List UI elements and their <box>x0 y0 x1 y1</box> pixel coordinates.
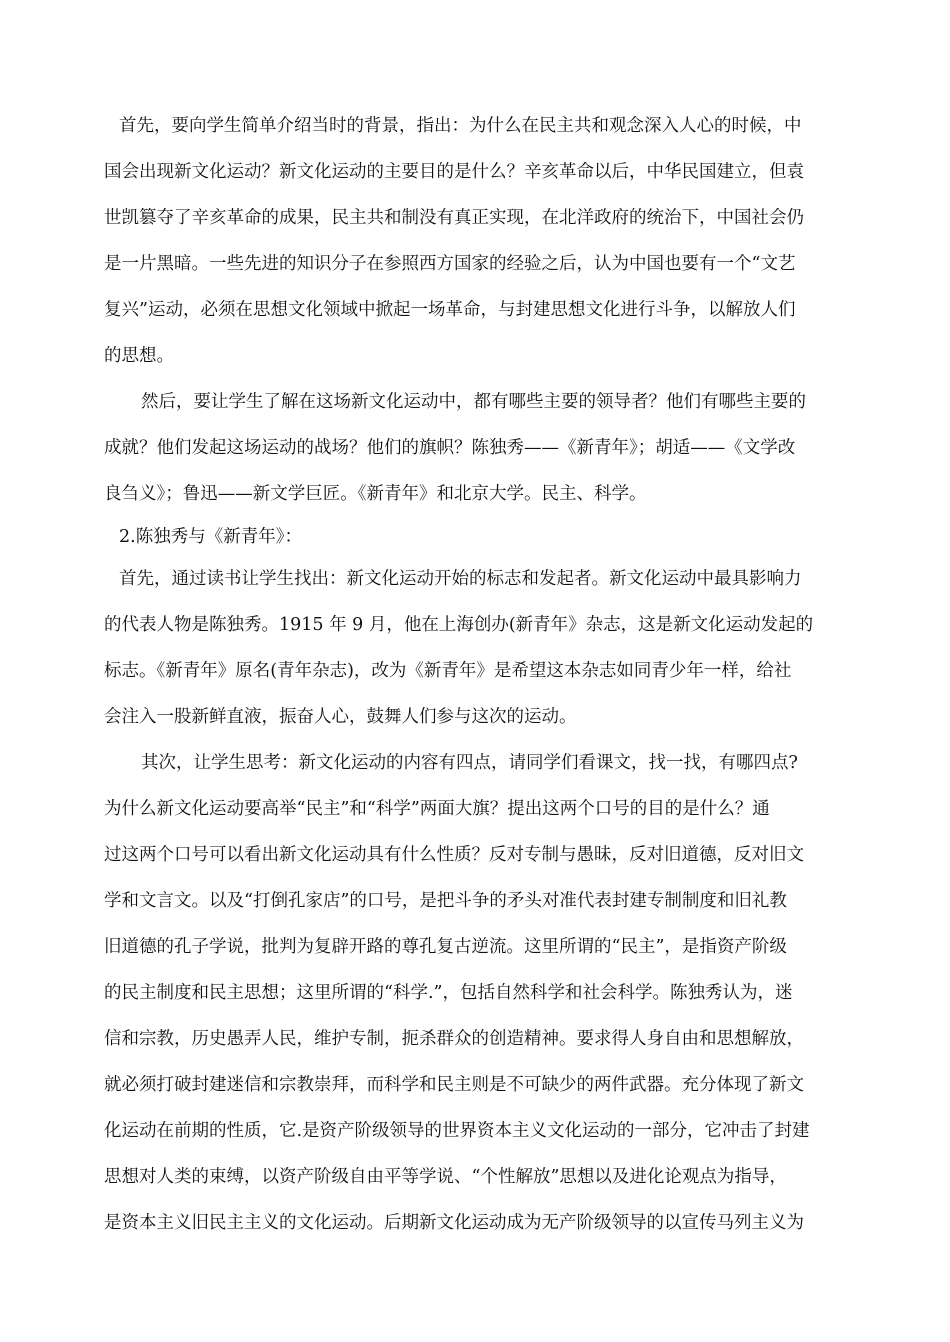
paragraph-line: 世凯篡夺了辛亥革命的成果，民主共和制没有真正实现，在北洋政府的统治下，中国社会仍 <box>104 208 804 228</box>
paragraph-line: 成就？他们发起这场运动的战场？他们的旗帜？陈独秀——《新青年》；胡适——《文学改 <box>104 438 796 458</box>
paragraph-line: 首先，要向学生简单介绍当时的背景，指出：为什么在民主共和观念深入人心的时候，中 <box>119 116 802 136</box>
paragraph-line: 过这两个口号可以看出新文化运动具有什么性质？反对专制与愚昧，反对旧道德，反对旧文 <box>104 845 804 865</box>
paragraph-line: 标志。《新青年》原名(青年杂志)，改为《新青年》是希望这本杂志如同青少年一样，给社 <box>104 661 792 681</box>
paragraph-line: 良刍义》；鲁迅——新文学巨匠。《新青年》和北京大学。民主、科学。 <box>104 484 647 504</box>
paragraph-line: 的思想。 <box>104 346 174 366</box>
section-heading: 2.陈独秀与《新青年》： <box>119 527 302 547</box>
paragraph-line: 化运动在前期的性质，它.是资产阶级领导的世界资本主义文化运动的一部分，它冲击了封建 <box>104 1121 810 1141</box>
paragraph-line: 思想对人类的束缚，以资产阶级自由平等学说、“个性解放”思想以及进化论观点为指导， <box>104 1167 787 1187</box>
paragraph-line: 复兴”运动，必须在思想文化领域中掀起一场革命，与封建思想文化进行斗争，以解放人们 <box>104 300 796 320</box>
paragraph-line: 的民主制度和民主思想；这里所谓的“科学.”，包括自然科学和社会科学。陈独秀认为，迷 <box>104 983 793 1003</box>
paragraph-line: 然后，要让学生了解在这场新文化运动中，都有哪些主要的领导者？他们有哪些主要的 <box>141 392 806 412</box>
paragraph-line: 国会出现新文化运动？新文化运动的主要目的是什么？辛亥革命以后，中华民国建立，但袁 <box>104 162 804 182</box>
paragraph-line: 为什么新文化运动要高举“民主”和“科学”两面大旗？提出这两个口号的目的是什么？通 <box>104 799 770 819</box>
paragraph-line: 是资本主义旧民主主义的文化运动。后期新文化运动成为无产阶级领导的以宣传马列主义为 <box>104 1213 804 1233</box>
paragraph-line: 首先，通过读书让学生找出：新文化运动开始的标志和发起者。新文化运动中最具影响力 <box>119 569 802 589</box>
paragraph-line: 学和文言文。以及“打倒孔家店”的口号，是把斗争的矛头对准代表封建专制制度和旧礼教 <box>104 891 787 911</box>
paragraph-line: 的代表人物是陈独秀。1915 年 9 月，他在上海创办(新青年》杂志，这是新文化运动发起的 <box>104 615 814 635</box>
paragraph-line: 就必须打破封建迷信和宗教崇拜，而科学和民主则是不可缺少的两件武器。充分体现了新文 <box>104 1075 804 1095</box>
paragraph-line: 是一片黑暗。一些先进的知识分子在参照西方国家的经验之后，认为中国也要有一个“文艺 <box>104 254 796 274</box>
paragraph-line: 旧道德的孔子学说，批判为复辟开路的尊孔复古逆流。这里所谓的“民主”，是指资产阶级 <box>104 937 787 957</box>
paragraph-line: 信和宗教，历史愚弄人民，维护专制，扼杀群众的创造精神。要求得人身自由和思想解放， <box>104 1029 804 1049</box>
paragraph-line: 会注入一股新鲜直液，振奋人心，鼓舞人们参与这次的运动。 <box>104 707 577 727</box>
paragraph-line: 其次，让学生思考：新文化运动的内容有四点，请同学们看课文，找一找，有哪四点? <box>141 753 798 773</box>
